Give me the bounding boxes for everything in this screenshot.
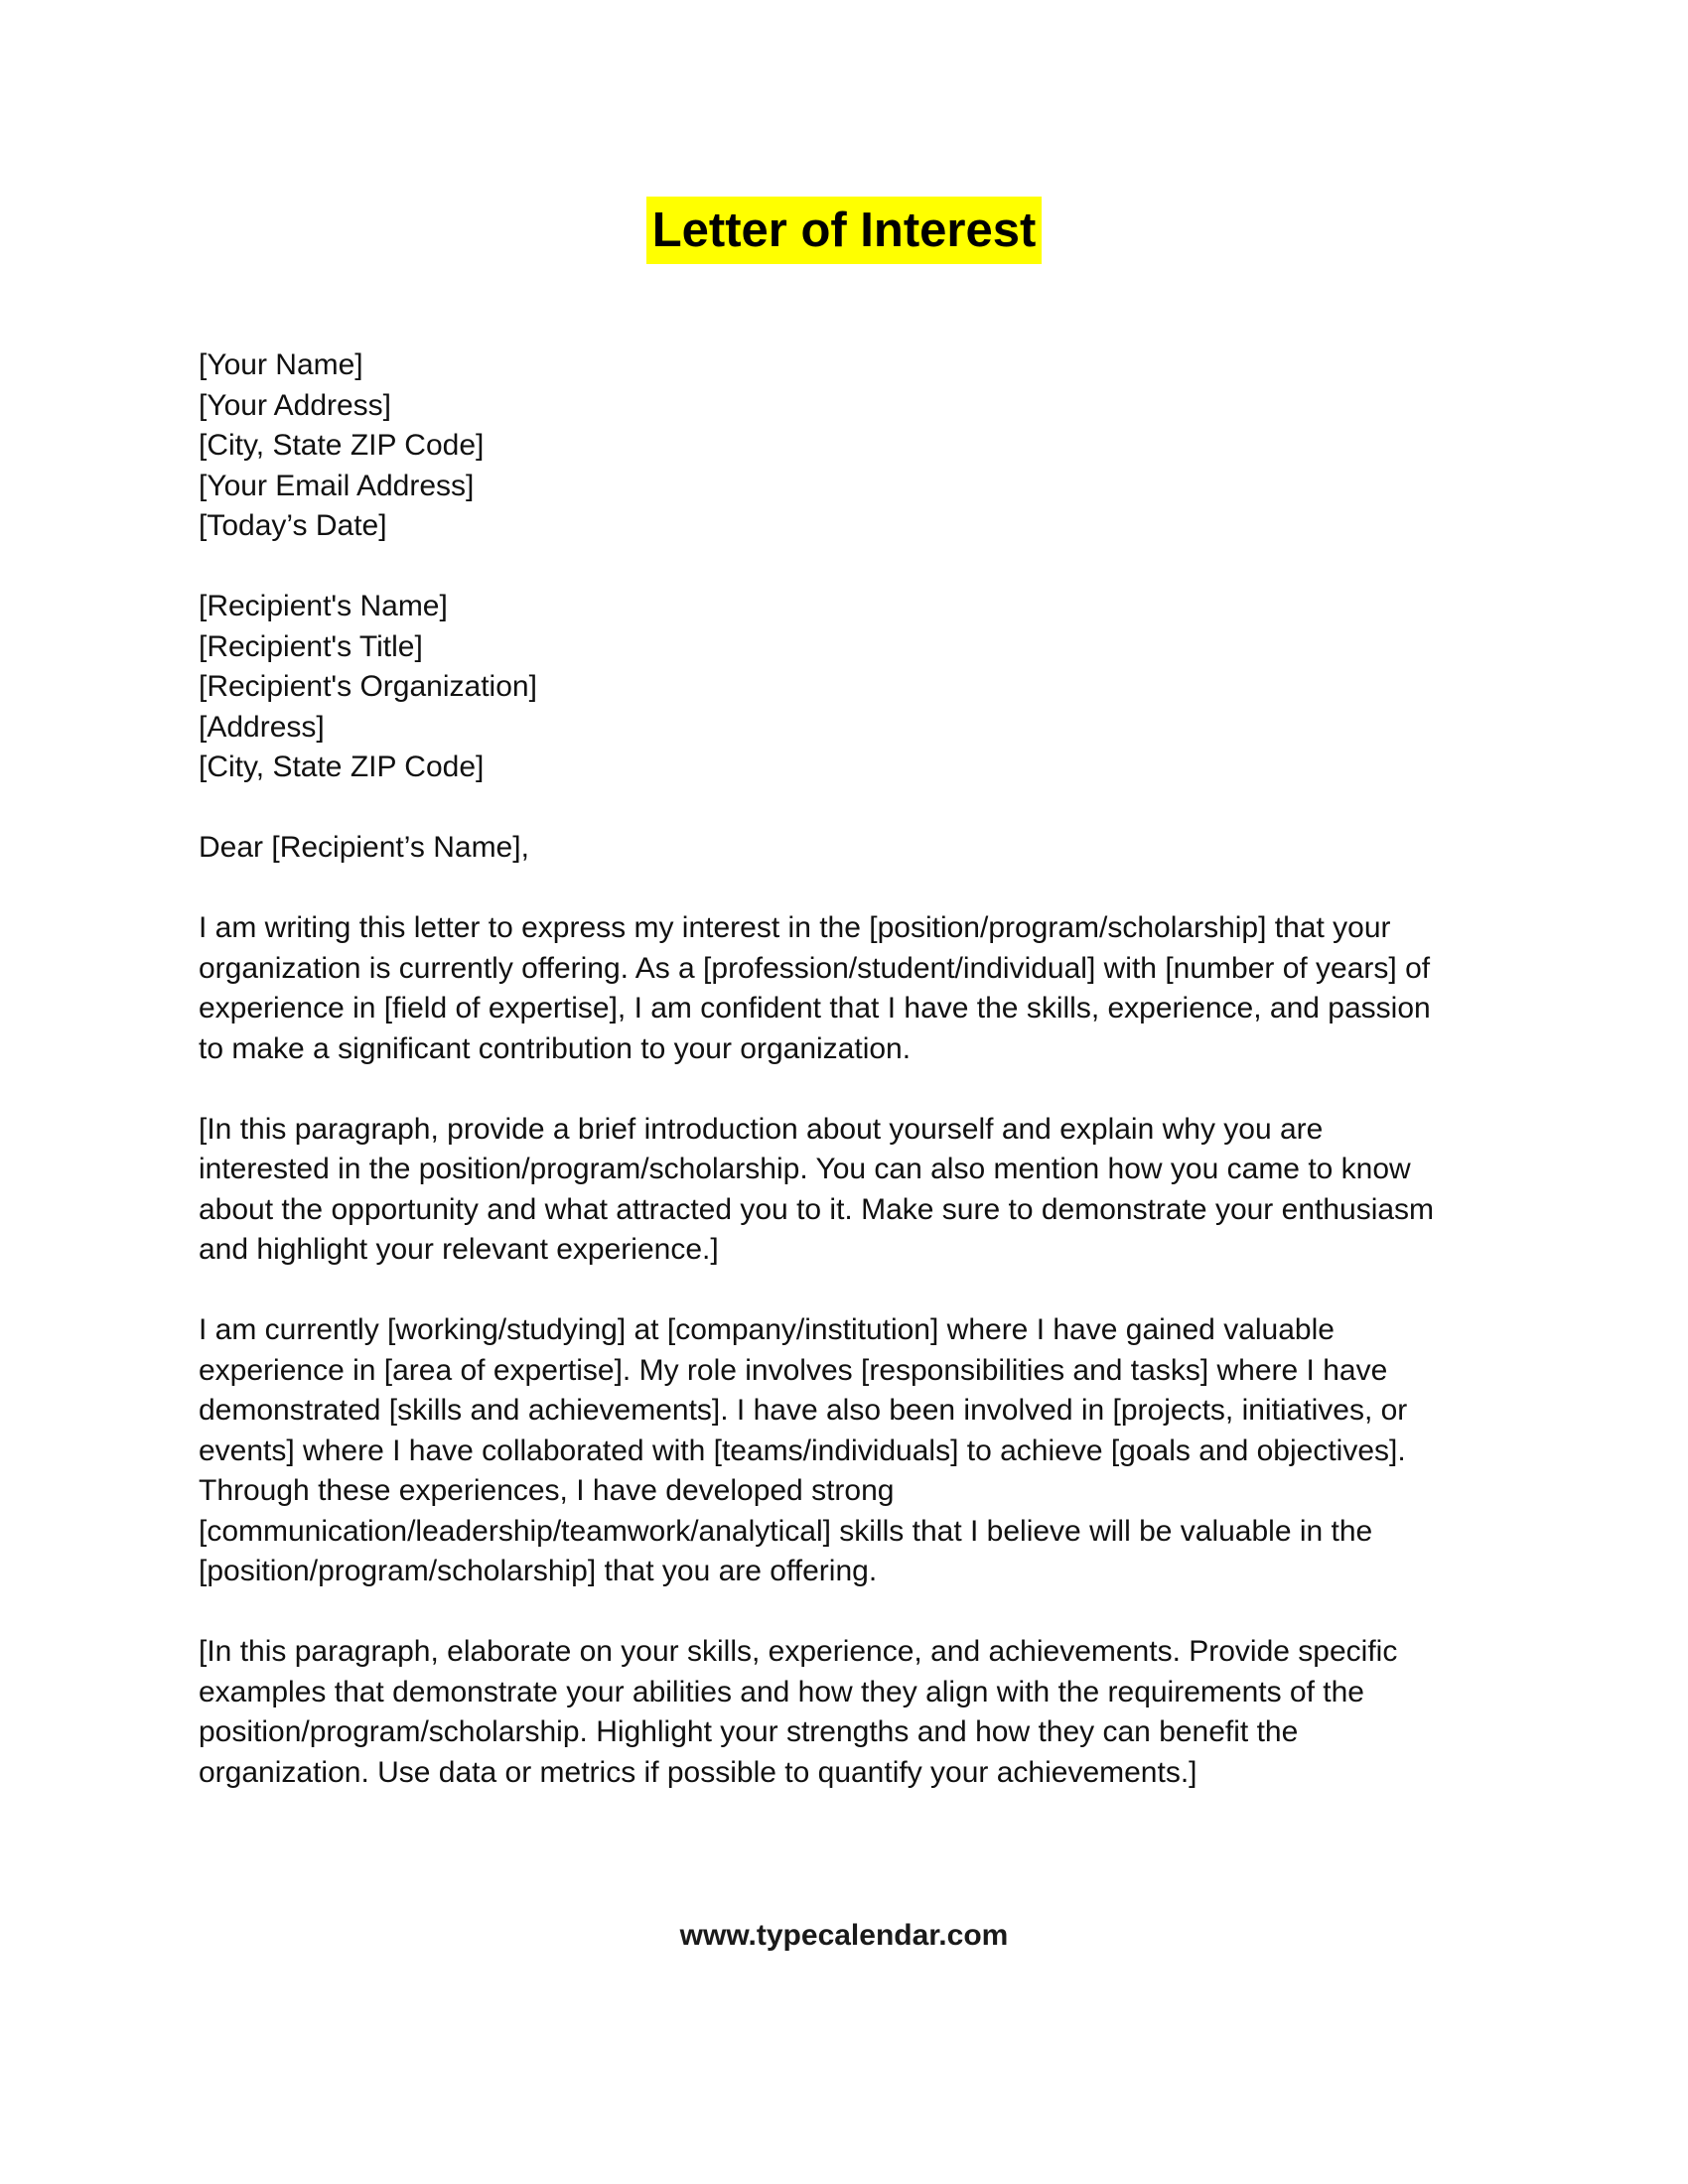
- sender-city-state-zip: [City, State ZIP Code]: [199, 429, 485, 462]
- paragraph-line: [communication/leadership/teamwork/analytical] skills that I believe will be valuable in the: [199, 1514, 1373, 1548]
- document-title: Letter of Interest: [646, 197, 1043, 264]
- recipient-city-state-zip: [City, State ZIP Code]: [199, 751, 485, 783]
- title-container: [0, 197, 1688, 264]
- paragraph-line: [position/program/scholarship] that you are offering.: [199, 1555, 878, 1587]
- sender-email: [Your Email Address]: [199, 469, 475, 502]
- salutation-text: Dear [Recipient’s Name],: [199, 831, 529, 864]
- salutation: [199, 828, 1499, 869]
- sender-address: [Your Address]: [199, 388, 392, 422]
- sender-block: [199, 345, 1499, 547]
- recipient-title: [Recipient's Title]: [199, 629, 423, 663]
- footer-website: www.typecalendar.com: [679, 1919, 1009, 1952]
- paragraph-line: [In this paragraph, provide a brief introduction about yourself and explain why you are: [199, 1112, 1324, 1146]
- paragraph-line: to make a significant contribution to your organization.: [199, 1031, 912, 1065]
- recipient-name: [Recipient's Name]: [199, 590, 448, 622]
- paragraph-line: position/program/scholarship. Highlight your strengths and how they can benefit the: [199, 1715, 1299, 1748]
- paragraph-line: [In this paragraph, elaborate on your skills, experience, and achievements. Provide specific: [199, 1635, 1398, 1668]
- paragraph-1: [199, 908, 1499, 1069]
- paragraph-line: experience in [field of expertise], I am confident that I have the skills, experience, and passion: [199, 992, 1431, 1024]
- recipient-block: [199, 587, 1499, 788]
- paragraph-line: experience in [area of expertise]. My role involves [responsibilities and tasks] where I have: [199, 1353, 1388, 1387]
- paragraph-line: organization is currently offering. As a [profession/student/individual] with [number of years] of: [199, 951, 1431, 985]
- sender-name: [Your Name]: [199, 348, 363, 381]
- paragraph-line: interested in the position/program/scholarship. You can also mention how you came to know: [199, 1153, 1411, 1185]
- paragraph-line: organization. Use data or metrics if possible to quantify your achievements.]: [199, 1755, 1197, 1789]
- paragraph-line: I am writing this letter to express my interest in the [position/program/scholarship] that your: [199, 911, 1391, 944]
- paragraph-line: examples that demonstrate your abilities and how they align with the requirements of the: [199, 1675, 1364, 1708]
- paragraph-line: I am currently [working/studying] at [company/institution] where I have gained valuable: [199, 1313, 1335, 1346]
- paragraph-4: [199, 1632, 1499, 1793]
- recipient-organization: [Recipient's Organization]: [199, 670, 537, 703]
- paragraph-line: events] where I have collaborated with [teams/individuals] to achieve [goals and objectives].: [199, 1433, 1406, 1467]
- letter-body: [199, 345, 1499, 1834]
- paragraph-line: and highlight your relevant experience.]: [199, 1233, 719, 1266]
- paragraph-line: about the opportunity and what attracted you to it. Make sure to demonstrate your enthusiasm: [199, 1192, 1435, 1226]
- paragraph-line: Through these experiences, I have developed strong: [199, 1474, 895, 1507]
- letter-date: [Today’s Date]: [199, 509, 387, 542]
- paragraph-line: demonstrated [skills and achievements]. I have also been involved in [projects, initiatives, or: [199, 1394, 1408, 1427]
- recipient-address: [Address]: [199, 710, 325, 744]
- paragraph-2: [199, 1110, 1499, 1271]
- paragraph-3: [199, 1310, 1499, 1592]
